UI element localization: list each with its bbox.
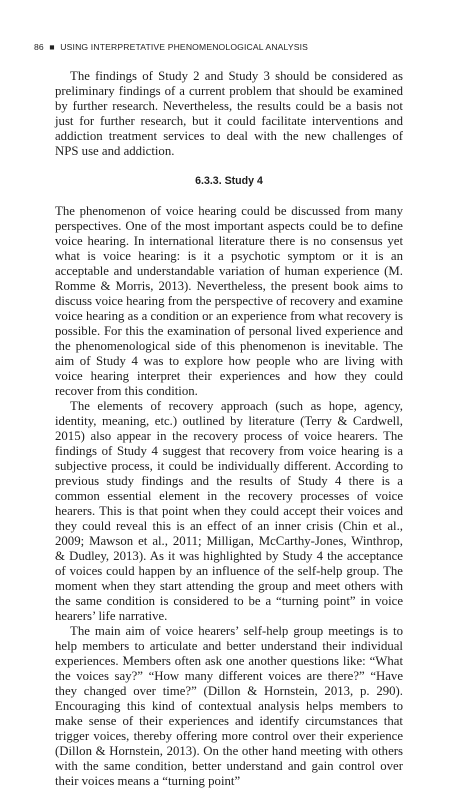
paragraph-3: The elements of recovery approach (such as hope, agency, identity, meaning, etc.) outlined by literature (Terry & Cardwell, 2015) also appear in the recovery process of voice hearers. The findings of Study 4 suggest that recovery from voice hearing is a subjective process, it could be individually different. According to previous study findings and the results of Study 4 there is a common essential element in the recovery processes of voice hearers. This is that point when they could accept their voices and they could reveal this is an effect of an inner crisis (Chin et al., 2009; Mawson et al., 2011; Milligan, McCarthy-Jones, Winthrop, & Dudley, 2013). As it was highlighted by Study 4 the acceptance of voices could happen by an influence of the self-help group. The moment when they start attending the group and meet others with the same condition is considered to be a “turning point” in voice hearers’ life narrative. [55,399,403,623]
section-heading: 6.3.3. Study 4 [195,175,263,187]
running-head-title: USING INTERPRETATIVE PHENOMENOLOGICAL ANALYSIS [60,42,309,52]
paragraph-1: The findings of Study 2 and Study 3 should be considered as preliminary findings of a current problem that should be examined by further research. Nevertheless, the results could be a basis not just for further research, but it could facilitate interventions and addiction treatment services to deal with the new challenges of NPS use and addiction. [55,69,403,158]
paragraph-block-2 [55,204,403,789]
paragraph-2: The phenomenon of voice hearing could be discussed from many perspectives. One of the most important aspects could be to define voice hearing. In international literature there is no consensus yet what is voice hearing: is it a psychotic symptom or it is an acceptable and understandable variation of human experience (M. Romme & Morris, 2013). Nevertheless, the present book aims to discuss voice hearing from the perspective of recovery and examine voice hearing as a condition or an experience from what recovery is possible. For this the examination of personal lived experience and the phenomenological side of this phenomenon is inevitable. The aim of Study 4 was to explore how people who are living with voice hearing interpret their experiences and how they could recover from this condition. [55,204,403,398]
separator-square: ■ [49,42,55,52]
running-head [34,42,308,52]
paragraph-4: The main aim of voice hearers’ self-help group meetings is to help members to articulate and better understand their individual experiences. Members often ask one another questions like: “What the voices say?” “How many different voices are there?” “Have they changed over time?” (Dillon & Hornstein, 2013, p. 290). Encouraging this kind of contextual analysis helps members to make sense of their experiences and identify circumstances that trigger voices, thereby offering more control over their experience (Dillon & Hornstein, 2013). On the other hand meeting with others with the same condition, better understand and gain control over their voices means a “turning point” [55,624,403,788]
page-number: 86 [34,42,44,52]
paragraph-block-1 [55,69,403,159]
